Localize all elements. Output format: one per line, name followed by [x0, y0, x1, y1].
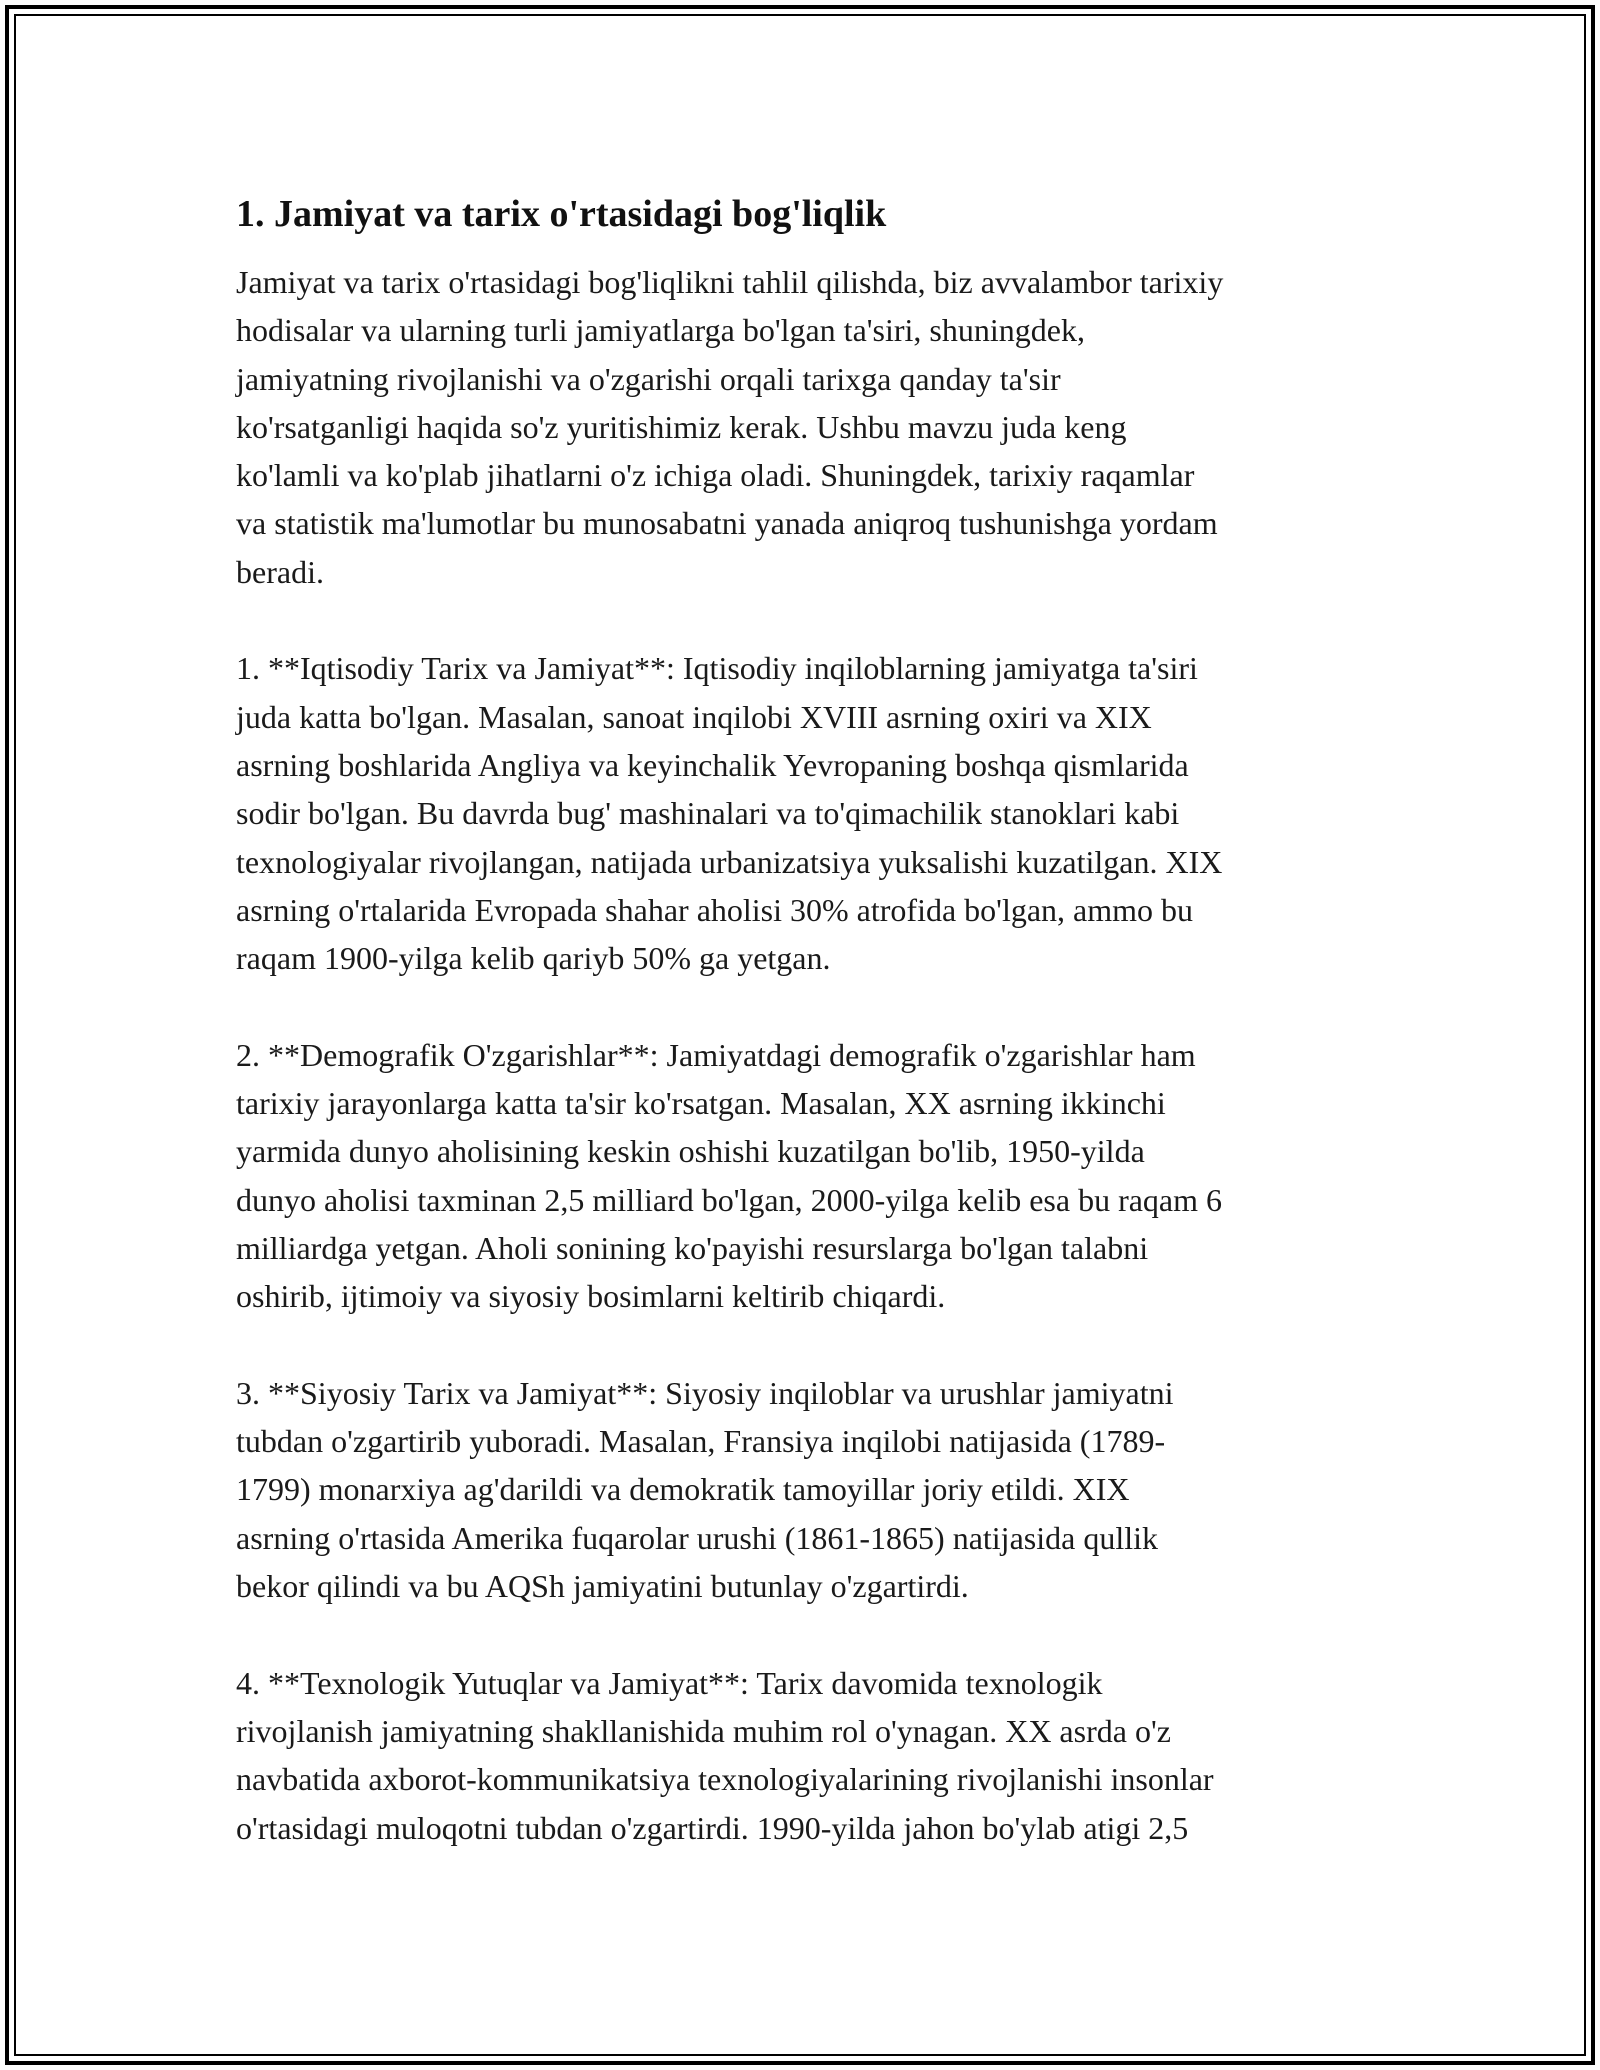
economic-history-paragraph: 1. **Iqtisodiy Tarix va Jamiyat**: Iqtisodiy inqiloblarning jamiyatga ta'siri juda katta bo'lgan. Masalan, sanoat inqilobi XVIII asrning oxiri va XIX asrning boshlarida Angliya va keyinchalik Yevropaning boshqa qismlarida sodir bo'lgan. Bu davrda bug' mashinalari va to'qimachilik stanoklari kabi texnologiyalar rivojlangan, natijada urbanizatsiya yuksalishi kuzatilgan. XIX asrning o'rtalarida Evropada shahar aholisi 30% atrofida bo'lgan, ammo bu raqam 1900-yilga kelib qariyb 50% ga yetgan.	[236, 650, 1223, 977]
document-body	[236, 190, 1376, 1900]
intro-paragraph: Jamiyat va tarix o'rtasidagi bog'liqlikni tahlil qilishda, biz avvalambor tarixiy hodisalar va ularning turli jamiyatlarga bo'lgan ta'siri, shuningdek, jamiyatning rivojlanishi va o'zgarishi orqali tarixga qanday ta'sir ko'rsatganligi haqida so'z yuritishimiz kerak. Ushbu mavzu juda keng ko'lamli va ko'plab jihatlarni o'z ichiga oladi. Shuningdek, tarixiy raqamlar va statistik ma'lumotlar bu munosabatni yanada aniqroq tushunishga yordam beradi.	[236, 264, 1224, 590]
technological-advances-paragraph: 4. **Texnologik Yutuqlar va Jamiyat**: Tarix davomida texnologik rivojlanish jamiyatning shakllanishida muhim rol o'ynagan. XX asrda o'z navbatida axborot-kommunikatsiya texnologiyalarining rivojlanishi insonlar o'rtasidagi muloqotni tubdan o'zgartirdi. 1990-yilda jahon bo'ylab atigi 2,5	[236, 1664, 1214, 1846]
demographic-changes-paragraph: 2. **Demografik O'zgarishlar**: Jamiyatdagi demografik o'zgarishlar ham tarixiy jarayonlarga katta ta'sir ko'rsatgan. Masalan, XX asrning ikkinchi yarmida dunyo aholisining keskin oshishi kuzatilgan bo'lib, 1950-yilda dunyo aholisi taxminan 2,5 milliard bo'lgan, 2000-yilga kelib esa bu raqam 6 milliardga yetgan. Aholi sonining ko'payishi resurslarga bo'lgan talabni oshirib, ijtimoiy va siyosiy bosimlarni keltirib chiqardi.	[236, 1036, 1223, 1315]
political-history-paragraph: 3. **Siyosiy Tarix va Jamiyat**: Siyosiy inqiloblar va urushlar jamiyatni tubdan o'zgartirib yuboradi. Masalan, Fransiya inqilobi natijasida (1789- 1799) monarxiya ag'darildi va demokratik tamoyillar joriy etildi. XIX asrning o'rtasida Amerika fuqarolar urushi (1861-1865) natijasida qullik bekor qilindi va bu AQSh jamiyatini butunlay o'zgartirdi.	[236, 1374, 1174, 1605]
section-title: 1. Jamiyat va tarix o'rtasidagi bog'liqlik	[236, 193, 887, 235]
